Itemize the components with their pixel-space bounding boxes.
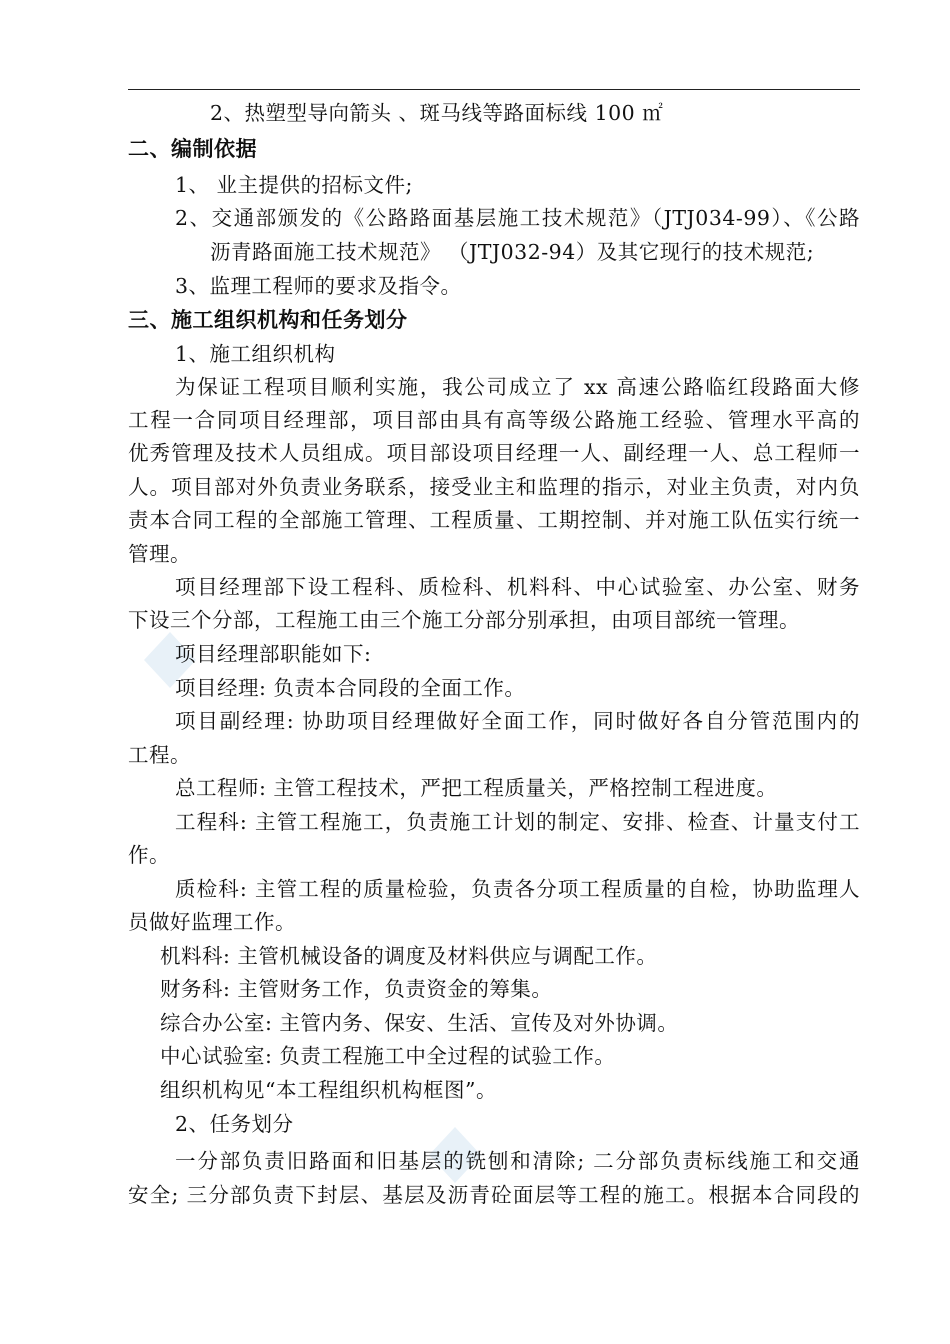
text-line: 项目副经理: 协助项目经理做好全面工作，同时做好各自分管范围内的	[175, 709, 860, 733]
section-heading: 三、施工组织机构和任务划分	[128, 308, 408, 332]
text-line: 工程。	[128, 743, 191, 767]
text-line: 作。	[128, 843, 170, 867]
text-line: 项目经理部下设工程科、质检科、机料科、中心试验室、办公室、财务	[175, 575, 860, 599]
text-line: 责本合同工程的全部施工管理、工程质量、工期控制、并对施工队伍实行统一	[128, 508, 860, 532]
text-line: 2、交通部颁发的《公路路面基层施工技术规范》（JTJ034-99）、《公路	[175, 206, 860, 230]
text-line: 项目经理: 负责本合同段的全面工作。	[175, 676, 526, 700]
text-line: 财务科: 主管财务工作，负责资金的筹集。	[160, 977, 553, 1001]
text-line: 下设三个分部，工程施工由三个施工分部分别承担，由项目部统一管理。	[128, 608, 800, 632]
text-line: 项目经理部职能如下:	[175, 642, 372, 666]
text-line: 人。项目部对外负责业务联系，接受业主和监理的指示，对业主负责，对内负	[128, 475, 860, 499]
text-line: 为保证工程项目顺利实施，我公司成立了 xx 高速公路临红段路面大修	[175, 375, 860, 399]
text-line: 1、 业主提供的招标文件;	[175, 173, 413, 197]
text-line: 员做好监理工作。	[128, 910, 296, 934]
text-line: 机料科: 主管机械设备的调度及材料供应与调配工作。	[160, 944, 658, 968]
text-line: 2、热塑型导向箭头 、斑马线等路面标线 100 ㎡	[210, 101, 664, 125]
text-line: 沥青路面施工技术规范》 （JTJ032-94）及其它现行的技术规范;	[210, 240, 815, 264]
header-rule	[128, 89, 860, 90]
section-heading: 二、编制依据	[128, 137, 257, 161]
text-line: 工程科: 主管工程施工，负责施工计划的制定、安排、检查、计量支付工	[175, 810, 860, 834]
text-line: 组织机构见“本工程组织机构框图”。	[160, 1078, 497, 1102]
text-line: 综合办公室: 主管内务、保安、生活、宣传及对外协调。	[160, 1011, 679, 1035]
text-line: 管理。	[128, 542, 191, 566]
subsection-heading: 2、任务划分	[175, 1112, 294, 1136]
text-line: 总工程师: 主管工程技术，严把工程质量关，严格控制工程进度。	[175, 776, 778, 800]
text-line: 优秀管理及技术人员组成。项目部设项目经理一人、副经理一人、总工程师一	[128, 441, 860, 465]
text-line: 质检科: 主管工程的质量检验，负责各分项工程质量的自检，协助监理人	[175, 877, 860, 901]
text-line: 3、监理工程师的要求及指令。	[175, 274, 462, 298]
text-line: 中心试验室: 负责工程施工中全过程的试验工作。	[160, 1044, 616, 1068]
text-line: 一分部负责旧路面和旧基层的铣刨和清除; 二分部负责标线施工和交通	[175, 1149, 860, 1173]
subsection-heading: 1、施工组织机构	[175, 342, 336, 366]
text-line: 安全; 三分部负责下封层、基层及沥青砼面层等工程的施工。根据本合同段的	[128, 1183, 860, 1207]
text-line: 工程一合同项目经理部，项目部由具有高等级公路施工经验、管理水平高的	[128, 408, 860, 432]
